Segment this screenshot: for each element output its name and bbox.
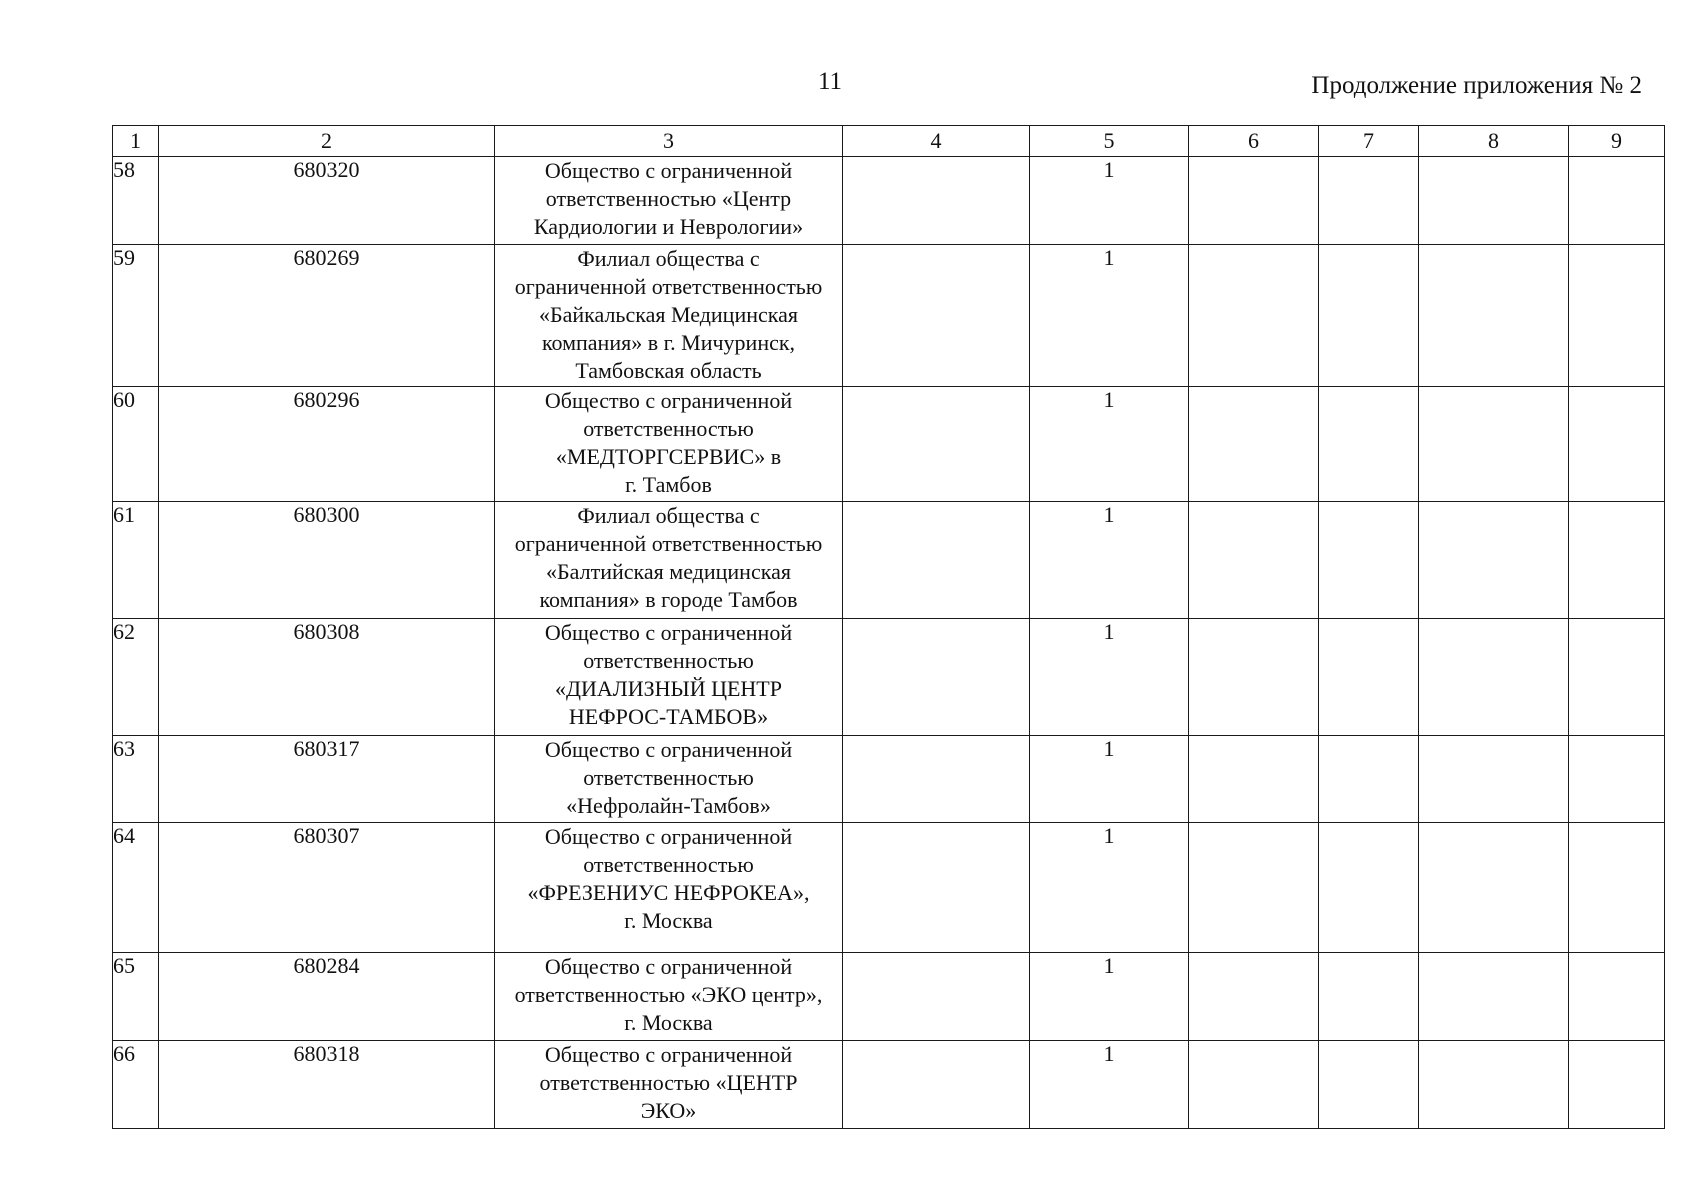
- organization-name-cell: [495, 502, 843, 619]
- organization-name-line: ответственностью «ЭКО центр»,: [514, 982, 823, 1007]
- row-number-cell: 65: [113, 953, 159, 1041]
- organization-name-cell: [495, 823, 843, 953]
- column-6-cell: [1189, 502, 1319, 619]
- column-4-cell: [843, 736, 1030, 823]
- row-number-cell: 66: [113, 1041, 159, 1129]
- column-8-cell: [1419, 1041, 1569, 1129]
- column-5-cell: 1: [1030, 619, 1189, 736]
- column-9-cell: [1569, 953, 1665, 1041]
- table-row: [113, 157, 1665, 245]
- organization-code-cell: 680307: [159, 823, 495, 953]
- organization-name-cell: [495, 387, 843, 502]
- column-4-cell: [843, 823, 1030, 953]
- column-7-cell: [1319, 245, 1419, 387]
- column-header: 5: [1030, 126, 1189, 157]
- organization-name-cell: [495, 157, 843, 245]
- organization-code-cell: 680317: [159, 736, 495, 823]
- organization-code-cell: 680269: [159, 245, 495, 387]
- organization-code-cell: 680308: [159, 619, 495, 736]
- column-5-cell: 1: [1030, 823, 1189, 953]
- organization-name-line: компания» в городе Тамбов: [539, 587, 798, 612]
- organization-name-line: Общество с ограниченной: [544, 737, 793, 762]
- column-7-cell: [1319, 502, 1419, 619]
- page-number: 11: [817, 68, 843, 95]
- column-7-cell: [1319, 953, 1419, 1041]
- column-5-cell: 1: [1030, 1041, 1189, 1129]
- organization-name-line: ответственностью: [583, 765, 754, 790]
- organization-name-line: г. Москва: [624, 1010, 713, 1035]
- column-9-cell: [1569, 387, 1665, 502]
- column-8-cell: [1419, 953, 1569, 1041]
- table-row: [113, 736, 1665, 823]
- organization-name-line: ЭКО»: [640, 1098, 697, 1123]
- organization-name-line: «Байкальская Медицинская: [538, 302, 799, 327]
- organization-code-cell: 680318: [159, 1041, 495, 1129]
- column-8-cell: [1419, 619, 1569, 736]
- column-5-cell: 1: [1030, 953, 1189, 1041]
- registry-table: [112, 125, 1665, 1129]
- organization-name-cell: [495, 736, 843, 823]
- table-body: [113, 157, 1665, 1129]
- column-4-cell: [843, 245, 1030, 387]
- column-5-cell: 1: [1030, 245, 1189, 387]
- column-7-cell: [1319, 387, 1419, 502]
- organization-name-cell: [495, 953, 843, 1041]
- row-number-cell: 60: [113, 387, 159, 502]
- column-6-cell: [1189, 823, 1319, 953]
- organization-name-line: Общество с ограниченной: [544, 620, 793, 645]
- column-8-cell: [1419, 823, 1569, 953]
- organization-name-line: Общество с ограниченной: [544, 954, 793, 979]
- column-7-cell: [1319, 157, 1419, 245]
- organization-name-line: компания» в г. Мичуринск,: [541, 330, 796, 355]
- column-header: 1: [113, 126, 159, 157]
- organization-code-cell: 680320: [159, 157, 495, 245]
- row-number-cell: 63: [113, 736, 159, 823]
- column-7-cell: [1319, 1041, 1419, 1129]
- column-4-cell: [843, 157, 1030, 245]
- organization-name-line: Тамбовская область: [575, 358, 762, 383]
- organization-name-line: ответственностью: [583, 648, 754, 673]
- organization-code-cell: 680296: [159, 387, 495, 502]
- column-9-cell: [1569, 823, 1665, 953]
- table-row: [113, 502, 1665, 619]
- organization-name-line: ответственностью: [583, 416, 754, 441]
- column-8-cell: [1419, 736, 1569, 823]
- column-6-cell: [1189, 953, 1319, 1041]
- column-header: 3: [495, 126, 843, 157]
- table-row: [113, 823, 1665, 953]
- column-6-cell: [1189, 736, 1319, 823]
- column-8-cell: [1419, 387, 1569, 502]
- organization-name-line: Филиал общества с: [577, 246, 760, 271]
- table-row: [113, 245, 1665, 387]
- organization-name-cell: [495, 1041, 843, 1129]
- organization-name-line: ограниченной ответственностью: [514, 274, 823, 299]
- column-4-cell: [843, 953, 1030, 1041]
- organization-name-line: ограниченной ответственностью: [514, 531, 823, 556]
- column-9-cell: [1569, 1041, 1665, 1129]
- organization-name-line: Общество с ограниченной: [544, 1042, 793, 1067]
- column-6-cell: [1189, 619, 1319, 736]
- column-8-cell: [1419, 502, 1569, 619]
- column-4-cell: [843, 502, 1030, 619]
- column-header: 8: [1419, 126, 1569, 157]
- column-5-cell: 1: [1030, 387, 1189, 502]
- organization-name-line: Общество с ограниченной: [544, 388, 793, 413]
- column-4-cell: [843, 619, 1030, 736]
- column-5-cell: 1: [1030, 736, 1189, 823]
- column-9-cell: [1569, 245, 1665, 387]
- column-7-cell: [1319, 736, 1419, 823]
- table-row: [113, 953, 1665, 1041]
- column-7-cell: [1319, 619, 1419, 736]
- column-header: 4: [843, 126, 1030, 157]
- column-8-cell: [1419, 245, 1569, 387]
- organization-name-line: ответственностью: [583, 852, 754, 877]
- row-number-cell: 62: [113, 619, 159, 736]
- column-header: 7: [1319, 126, 1419, 157]
- column-9-cell: [1569, 502, 1665, 619]
- organization-name-line: НЕФРОС-ТАМБОВ»: [568, 704, 769, 729]
- column-number-row: [113, 126, 1665, 157]
- organization-name-line: ответственностью «ЦЕНТР: [539, 1070, 798, 1095]
- organization-name-cell: [495, 245, 843, 387]
- organization-name-line: ответственностью «Центр: [545, 186, 792, 211]
- organization-name-line: «ФРЕЗЕНИУС НЕФРОКЕА»,: [527, 880, 810, 905]
- organization-code-cell: 680284: [159, 953, 495, 1041]
- column-header: 6: [1189, 126, 1319, 157]
- table-row: [113, 1041, 1665, 1129]
- column-6-cell: [1189, 1041, 1319, 1129]
- row-number-cell: 58: [113, 157, 159, 245]
- column-6-cell: [1189, 245, 1319, 387]
- organization-code-cell: 680300: [159, 502, 495, 619]
- column-8-cell: [1419, 157, 1569, 245]
- organization-name-cell: [495, 619, 843, 736]
- continuation-title: Продолжение приложения № 2: [1311, 72, 1642, 99]
- row-number-cell: 64: [113, 823, 159, 953]
- organization-name-line: Общество с ограниченной: [544, 158, 793, 183]
- organization-name-line: Кардиологии и Неврологии»: [533, 214, 804, 239]
- column-header: 9: [1569, 126, 1665, 157]
- column-header: 2: [159, 126, 495, 157]
- column-9-cell: [1569, 736, 1665, 823]
- organization-name-line: «Нефролайн-Тамбов»: [566, 793, 771, 818]
- table-row: [113, 387, 1665, 502]
- column-5-cell: 1: [1030, 502, 1189, 619]
- organization-name-line: г. Москва: [624, 908, 713, 933]
- row-number-cell: 59: [113, 245, 159, 387]
- organization-name-line: «ДИАЛИЗНЫЙ ЦЕНТР: [555, 676, 782, 701]
- column-4-cell: [843, 387, 1030, 502]
- organization-name-line: «МЕДТОРГСЕРВИС» в: [555, 444, 782, 469]
- column-9-cell: [1569, 157, 1665, 245]
- organization-name-line: г. Тамбов: [625, 472, 712, 497]
- table-row: [113, 619, 1665, 736]
- column-6-cell: [1189, 157, 1319, 245]
- organization-name-line: «Балтийская медицинская: [546, 559, 791, 584]
- organization-name-line: Общество с ограниченной: [544, 824, 793, 849]
- column-5-cell: 1: [1030, 157, 1189, 245]
- organization-name-line: Филиал общества с: [577, 503, 760, 528]
- row-number-cell: 61: [113, 502, 159, 619]
- column-6-cell: [1189, 387, 1319, 502]
- column-9-cell: [1569, 619, 1665, 736]
- column-7-cell: [1319, 823, 1419, 953]
- column-4-cell: [843, 1041, 1030, 1129]
